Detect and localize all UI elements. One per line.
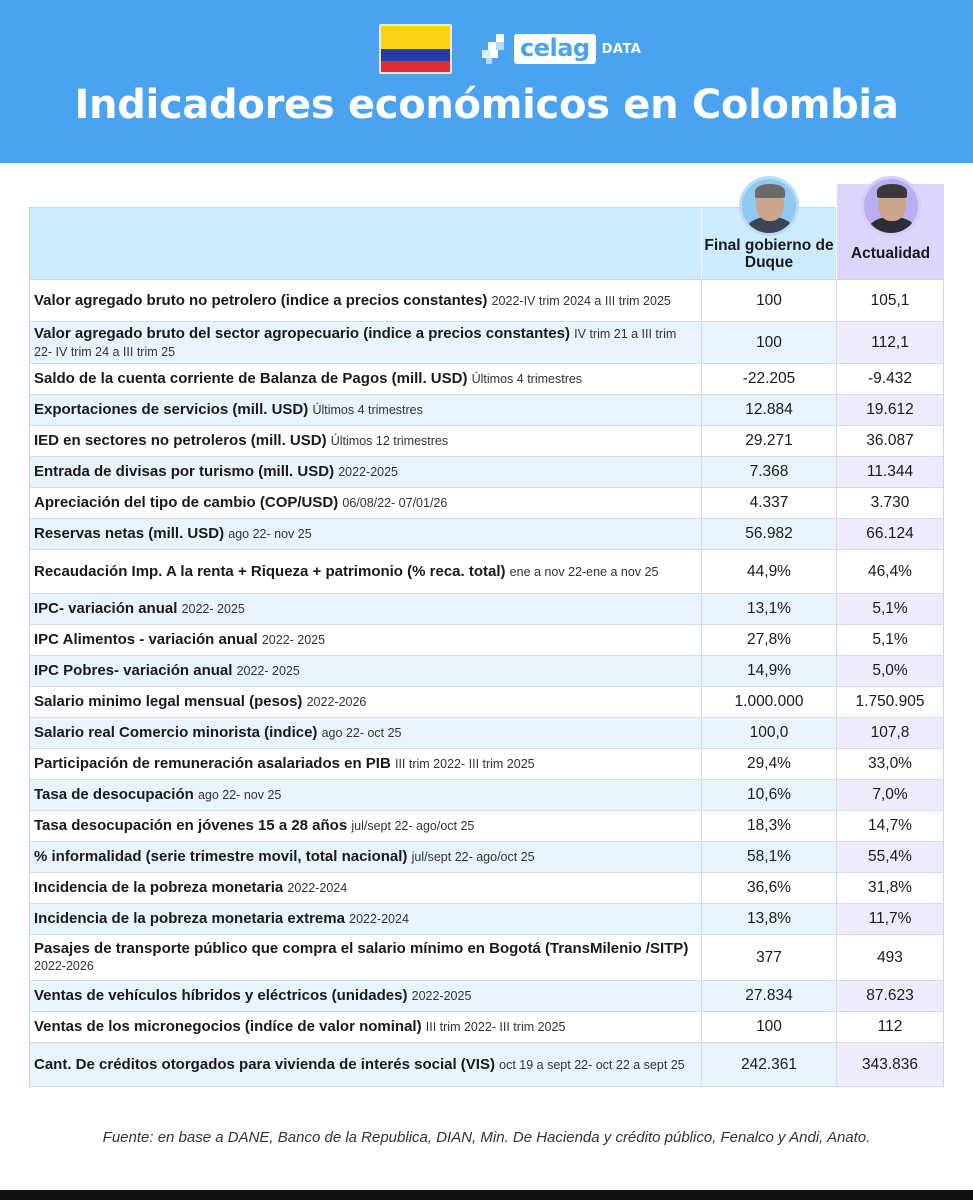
duque-value: 27,8% [701,625,836,655]
table-row [29,280,944,322]
duque-value: 242.361 [701,1043,836,1086]
petro-avatar [861,176,921,236]
indicator-period: 2022-2026 [34,959,94,973]
indicator-name: IPC- variación anual [34,600,178,617]
indicator-period: oct 19 a sept 22- oct 22 a sept 25 [499,1057,685,1072]
indicator-label [30,749,701,779]
duque-value: -22.205 [701,364,836,394]
indicator-period: ago 22- oct 25 [321,726,402,740]
header-duque-cell: Final gobierno de Duque [701,208,836,279]
page-title: Indicadores económicos en Colombia [74,82,899,128]
table-row [29,749,944,780]
actual-value: 46,4% [836,550,943,593]
duque-value: 100,0 [701,718,836,748]
indicator-label [30,519,701,549]
indicator-label [30,873,701,903]
table-row [29,322,944,364]
duque-value: 4.337 [701,488,836,518]
indicator-period: 2022- 2025 [181,602,245,616]
indicator-name: IPC Pobres- variación anual [34,662,233,679]
indicator-label [30,625,701,655]
indicator-name: Salario real Comercio minorista (indice) [34,724,318,741]
actual-value: -9.432 [836,364,943,394]
indicator-period: ago 22- nov 25 [197,788,282,802]
indicator-label [30,935,701,980]
indicator-label [30,395,701,425]
actual-value: 3.730 [836,488,943,518]
indicator-period: 2022-IV trim 2024 a III trim 2025 [491,293,671,308]
table-row [29,935,944,981]
indicator-label [30,656,701,686]
actual-value: 87.623 [836,981,943,1011]
duque-value: 36,6% [701,873,836,903]
table-row [29,1012,944,1043]
indicator-label [30,1012,701,1042]
indicator-name: Reservas netas (mill. USD) [34,525,225,542]
actual-value: 14,7% [836,811,943,841]
duque-value: 14,9% [701,656,836,686]
indicator-label [30,718,701,748]
header-actual-cell: Actualidad [836,184,944,279]
duque-value: 58,1% [701,842,836,872]
table-row [29,842,944,873]
indicator-period: IV trim 21 a III trim 22- IV trim 24 a III trim 25 [34,326,677,359]
indicator-name: Pasajes de transporte público que compra el salario mínimo en Bogotá (TransMilenio /SITP) [34,940,689,957]
table-row [29,780,944,811]
indicator-period: 2022- 2025 [236,664,300,678]
duque-value: 27.834 [701,981,836,1011]
indicator-name: Entrada de divisas por turismo (mill. USD) [34,463,335,480]
indicator-period: ago 22- nov 25 [228,527,312,541]
actual-value: 66.124 [836,519,943,549]
duque-value: 100 [701,280,836,321]
indicator-label [30,981,701,1011]
table-row [29,364,944,395]
indicator-label [30,488,701,518]
indicator-label [30,322,701,363]
duque-value: 13,1% [701,594,836,624]
table-row [29,873,944,904]
header-banner [0,0,973,163]
indicator-period: 06/08/22- 07/01/26 [342,496,448,510]
indicator-period: 2022-2026 [306,695,367,709]
celag-data-logo [482,32,641,66]
indicator-period: 2022-2025 [411,989,472,1003]
indicator-period: 2022-2024 [349,912,409,926]
table-row [29,426,944,457]
indicator-label [30,780,701,810]
actual-value: 1.750.905 [836,687,943,717]
actual-value: 55,4% [836,842,943,872]
source-note: Fuente: en base a DANE, Banco de la Republica, DIAN, Min. De Hacienda y crédito público, Fenalco y Andi, Anato. [102,1129,871,1146]
colombia-flag-icon [379,24,452,74]
actual-value: 343.836 [836,1043,943,1086]
indicator-name: Tasa de desocupación [34,786,194,803]
indicator-name: Apreciación del tipo de cambio (COP/USD) [34,494,339,511]
indicator-period: Últimos 12 trimestres [330,434,449,448]
table-row [29,550,944,594]
indicator-label [30,1043,701,1086]
indicator-label [30,550,701,593]
indicator-name: % informalidad (serie trimestre movil, total nacional) [34,848,408,865]
indicator-period: III trim 2022- III trim 2025 [394,757,535,771]
indicator-name: Recaudación Imp. A la renta + Riqueza + patrimonio (% reca. total) [34,562,506,580]
indicators-table [29,207,944,1087]
indicator-period: jul/sept 22- ago/oct 25 [411,850,535,864]
table-row [29,519,944,550]
duque-value: 12.884 [701,395,836,425]
table-row [29,457,944,488]
indicator-name: IED en sectores no petroleros (mill. USD) [34,432,327,449]
indicator-name: Exportaciones de servicios (mill. USD) [34,401,309,418]
actual-value: 5,1% [836,625,943,655]
indicator-label [30,842,701,872]
actual-value: 107,8 [836,718,943,748]
actual-value: 112 [836,1012,943,1042]
actual-value: 7,0% [836,780,943,810]
logo-brand-text: celag [514,34,596,64]
table-row [29,981,944,1012]
table-row [29,656,944,687]
duque-value: 44,9% [701,550,836,593]
table-row [29,594,944,625]
indicator-name: Saldo de la cuenta corriente de Balanza de Pagos (mill. USD) [34,370,468,387]
indicator-period: ene a nov 22-ene a nov 25 [509,564,659,579]
indicator-period: Últimos 4 trimestres [312,403,423,417]
duque-value: 100 [701,1012,836,1042]
indicator-label [30,811,701,841]
table-row [29,687,944,718]
indicator-period: 2022- 2025 [261,633,326,647]
duque-value: 100 [701,322,836,363]
indicator-name: Incidencia de la pobreza monetaria extrema [34,910,345,927]
duque-value: 7.368 [701,457,836,487]
table-row [29,625,944,656]
indicator-name: Tasa desocupación en jóvenes 15 a 28 años [34,817,348,834]
pixel-logo-icon [482,34,512,64]
indicator-label [30,426,701,456]
actual-value: 11,7% [836,904,943,934]
indicator-period: 2022-2025 [338,465,399,479]
actual-value: 31,8% [836,873,943,903]
duque-value: 56.982 [701,519,836,549]
table-row [29,1043,944,1087]
actual-value: 33,0% [836,749,943,779]
indicator-label [30,364,701,394]
indicator-label [30,457,701,487]
actual-value: 5,1% [836,594,943,624]
indicator-period: Últimos 4 trimestres [471,372,583,386]
indicator-period: 2022-2024 [287,881,348,895]
duque-avatar [739,176,799,236]
actual-value: 493 [836,935,943,980]
indicator-name: Cant. De créditos otorgados para vivienda de interés social (VIS) [34,1055,495,1073]
duque-value: 29.271 [701,426,836,456]
indicator-name: Ventas de los micronegocios (indíce de valor nominal) [34,1018,422,1035]
duque-value: 10,6% [701,780,836,810]
logo-suffix-text: DATA [601,41,642,57]
indicator-label [30,280,701,321]
duque-value: 29,4% [701,749,836,779]
indicator-period: jul/sept 22- ago/oct 25 [351,819,475,833]
indicator-name: IPC Alimentos - variación anual [34,631,258,648]
table-header [29,207,944,280]
duque-value: 13,8% [701,904,836,934]
indicator-name: Valor agregado bruto del sector agropecuario (indice a precios constantes) [34,324,570,342]
table-row [29,904,944,935]
header-indicator-cell [30,208,701,279]
actual-value: 5,0% [836,656,943,686]
duque-value: 377 [701,935,836,980]
actual-value: 11.344 [836,457,943,487]
table-row [29,488,944,519]
table-row [29,718,944,749]
duque-value: 1.000.000 [701,687,836,717]
bottom-bar [0,1190,973,1200]
indicator-name: Incidencia de la pobreza monetaria [34,879,284,896]
indicator-name: Participación de remuneración asalariados en PIB [34,755,391,772]
actual-value: 36.087 [836,426,943,456]
indicator-name: Ventas de vehículos híbridos y eléctricos (unidades) [34,987,408,1004]
indicator-period: III trim 2022- III trim 2025 [425,1020,566,1034]
actual-value: 19.612 [836,395,943,425]
actual-value: 105,1 [836,280,943,321]
indicator-label [30,904,701,934]
table-body [29,280,944,1087]
duque-value: 18,3% [701,811,836,841]
indicator-name: Salario minimo legal mensual (pesos) [34,693,303,710]
table-row [29,395,944,426]
indicator-name: Valor agregado bruto no petrolero (indice a precios constantes) [34,291,488,309]
indicator-label [30,594,701,624]
table-row [29,811,944,842]
actual-value: 112,1 [836,322,943,363]
indicator-label [30,687,701,717]
